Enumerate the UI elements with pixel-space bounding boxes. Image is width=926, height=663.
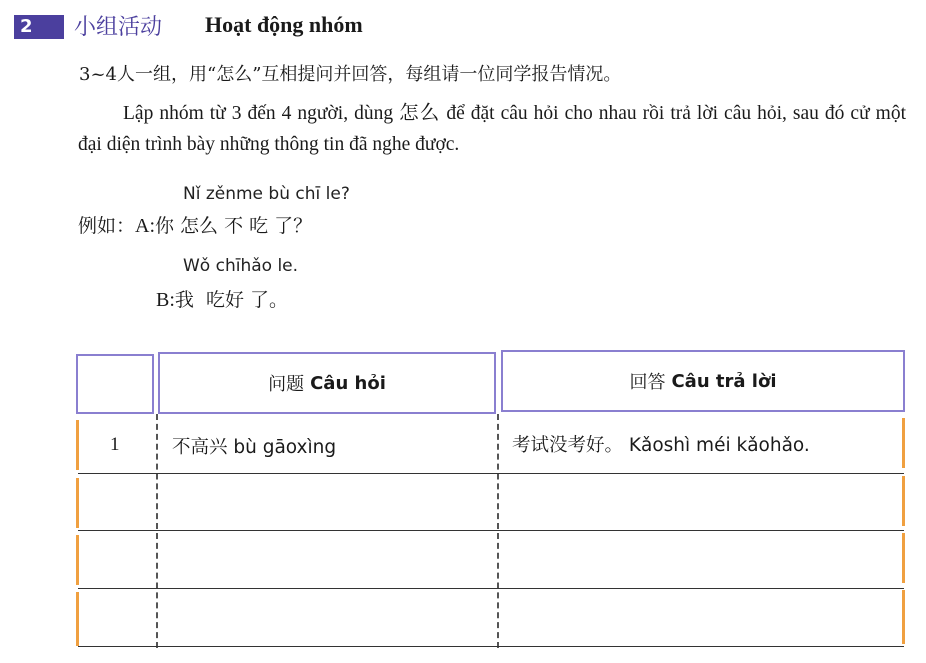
example-a-hanzi: 你 怎么 不 吃 了？ — [155, 215, 313, 237]
row-separator — [78, 588, 904, 589]
example-label: 例如： — [78, 215, 136, 237]
table-header-number — [76, 354, 154, 414]
row-marker-left — [76, 535, 79, 585]
table-cell-question: 不高兴 bù gāoxìng — [172, 437, 337, 458]
table-header-answer-cn: 回答 — [629, 372, 666, 393]
section-title-vietnamese: Hoạt động nhóm — [205, 12, 363, 37]
row-separator — [78, 646, 904, 647]
section-number: 2 — [14, 15, 64, 39]
row-marker-right — [902, 590, 905, 644]
instruction-vietnamese: Lập nhóm từ 3 đến 4 người, dùng 怎么 để đặt câu hỏi cho nhau rồi trả lời câu hỏi, sau đó cử một đại diện trình bày những thông tin đã nghe được. — [78, 103, 906, 155]
table-header-question-cn: 问题 — [268, 374, 305, 395]
row-separator — [78, 530, 904, 531]
example-b-speaker: B: — [156, 289, 175, 311]
row-marker-left — [76, 420, 79, 470]
table-row-number: 1 — [110, 434, 120, 455]
column-divider-left — [156, 414, 158, 648]
example-a-pinyin: Nǐ zěnme bù chī le? — [183, 184, 350, 204]
instruction-chinese: 3~4人一组，用“怎么”互相提问并回答，每组请一位同学报告情况。 — [79, 64, 622, 85]
row-marker-right — [902, 418, 905, 468]
example-b-pinyin: Wǒ chīhǎo le. — [183, 256, 299, 276]
table-header-answer — [501, 350, 905, 412]
example-a-line — [78, 211, 312, 238]
row-marker-right — [902, 533, 905, 583]
column-divider-right — [497, 414, 499, 648]
table-header-question-vn: Câu hỏi — [310, 372, 386, 394]
example-b-line — [156, 285, 288, 312]
table-cell-answer: 考试没考好。 Kǎoshì méi kǎohǎo. — [512, 435, 810, 456]
table-header-answer-vn: Câu trả lời — [671, 370, 777, 392]
row-separator — [78, 473, 904, 474]
row-marker-left — [76, 592, 79, 646]
example-a-speaker: A: — [135, 215, 156, 237]
section-title-chinese: 小组活动 — [74, 15, 163, 40]
table-header-question — [158, 352, 496, 414]
row-marker-right — [902, 476, 905, 526]
row-marker-left — [76, 478, 79, 528]
example-b-hanzi: 我 吃好 了。 — [174, 289, 289, 311]
